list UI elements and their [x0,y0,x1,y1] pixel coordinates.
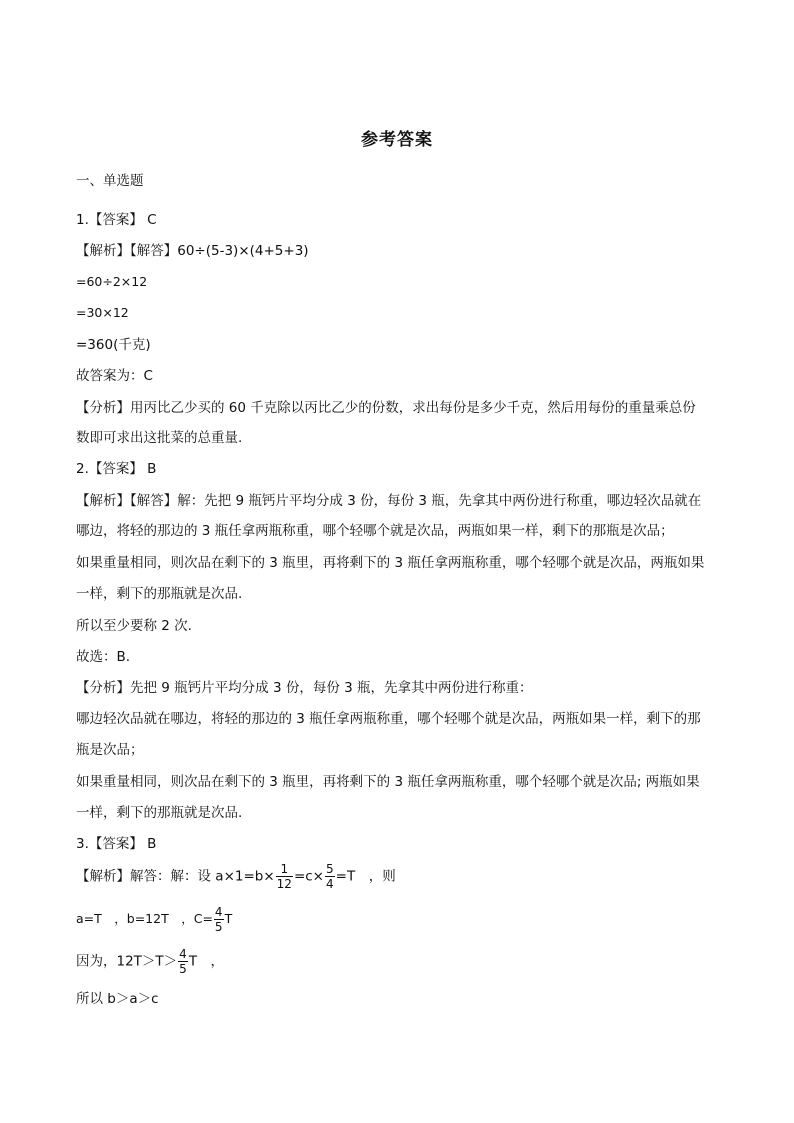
q1-answer: 1.【答案】 C [76,212,157,228]
q1-step2: =30×12 [76,305,129,320]
q2-jiexi-1: 【解析】【解答】解：先把 9 瓶钙片平均分成 3 份，每份 3 瓶，先拿其中两份进行称重，哪边轻次品就在 [76,493,702,509]
fraction-numerator: 4 [179,947,187,961]
fraction-denominator: 12 [276,877,292,891]
q3-line2-text-b: T [224,911,233,926]
page-title: 参考答案 [361,130,433,150]
q2-fenxi-1: 【分析】先把 9 瓶钙片平均分成 3 份，每份 3 瓶，先拿其中两份进行称重： [76,680,533,696]
q3-line2-text-a: a=T ，b=12T ，C= [76,911,213,926]
q3-because-line [76,948,224,975]
q2-jiexi-5: 所以至少要称 2 次. [76,618,192,634]
q2-fenxi-5: 一样，剩下的那瓶就是次品. [76,805,243,821]
q3-line1-text-b: =c× [293,868,324,885]
fraction-5-4 [325,863,335,890]
q1-conclusion: 故答案为：C [76,368,153,384]
q2-conclusion: 故选：B. [76,649,131,665]
fraction-numerator: 4 [214,905,223,919]
q3-equation-line [76,863,396,890]
q1-analysis-head: 【解析】【解答】60÷(5-3)×(4+5+3) [76,243,309,259]
q2-jiexi-4: 一样，剩下的那瓶就是次品. [76,586,243,602]
q2-jiexi-3: 如果重量相同，则次品在剩下的 3 瓶里，再将剩下的 3 瓶任拿两瓶称重，哪个轻哪个就是次品，两瓶如果 [76,555,705,571]
q3-therefore-line: 所以 b＞a＞c [76,991,159,1007]
section-heading: 一、单选题 [76,173,144,189]
fraction-numerator: 1 [280,862,289,876]
fraction-4-5 [214,906,224,933]
fraction-numerator: 5 [326,862,334,876]
q3-line3-text-b: T ， [188,953,225,970]
q2-fenxi-2: 哪边轻次品就在哪边，将轻的那边的 3 瓶任拿两瓶称重，哪个轻哪个就是次品，两瓶如果一样，剩下的那 [76,711,701,727]
q1-step1: =60÷2×12 [76,274,148,289]
q2-fenxi-4: 如果重量相同，则次品在剩下的 3 瓶里，再将剩下的 3 瓶任拿两瓶称重，哪个轻哪个就是次品; 两瓶如果 [76,774,700,790]
q1-fenxi-1: 【分析】用丙比乙少买的 60 千克除以丙比乙少的份数，求出每份是多少千克，然后用每份的重量乘总份 [76,400,696,416]
q2-fenxi-3: 瓶是次品； [76,742,144,758]
q2-jiexi-2: 哪边，将轻的那边的 3 瓶任拿两瓶称重，哪个轻哪个就是次品，两瓶如果一样，剩下的那瓶是次品； [76,523,674,539]
fraction-denominator: 5 [179,962,187,976]
q3-values-line [76,906,232,933]
fraction-denominator: 5 [214,920,223,934]
q3-line1-text-a: 【解析】解答：解：设 a×1=b× [76,868,275,885]
fraction-4-5 [178,948,188,975]
fraction-denominator: 4 [326,877,334,891]
q1-step3: =360(千克) [76,337,151,353]
q3-line3-text-a: 因为，12T＞T＞ [76,953,178,970]
q3-answer: 3.【答案】 B [76,836,157,852]
q3-line1-text-c: =T ，则 [335,868,396,885]
q2-answer: 2.【答案】 B [76,461,157,477]
q1-fenxi-2: 数即可求出这批菜的总重量. [76,430,243,446]
fraction-1-12 [276,863,293,890]
